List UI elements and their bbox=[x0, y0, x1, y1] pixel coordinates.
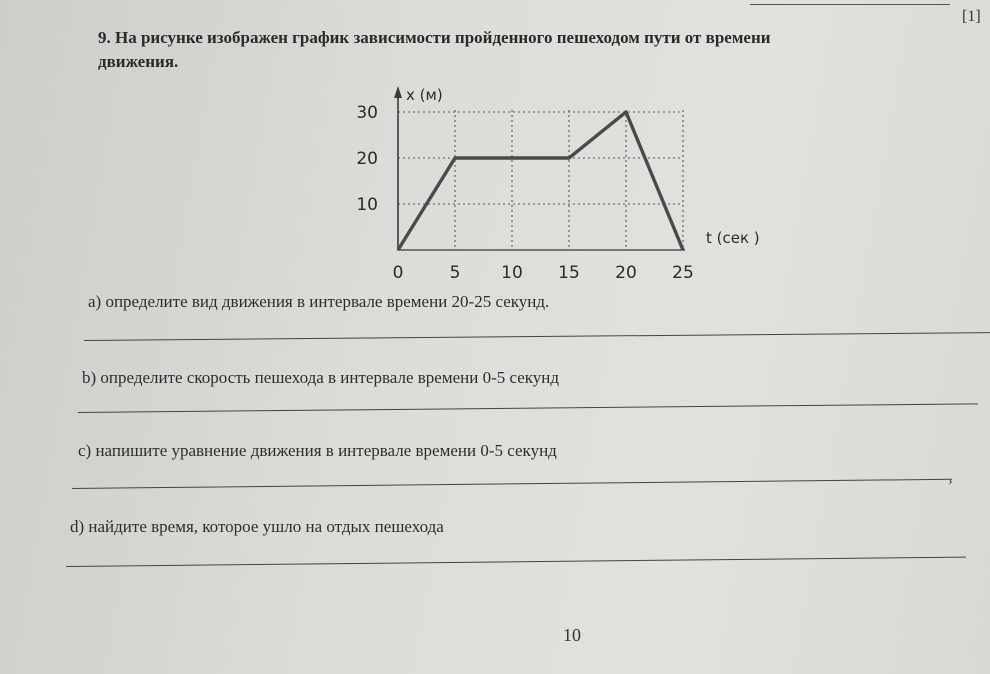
question-number: 9. bbox=[98, 28, 111, 47]
data-point bbox=[397, 249, 399, 251]
data-point bbox=[625, 111, 627, 113]
data-point bbox=[511, 157, 513, 159]
y-axis-label: x (м) bbox=[406, 86, 443, 104]
page-number: 10 bbox=[563, 625, 581, 645]
x-tick-label: 15 bbox=[558, 263, 580, 283]
chart-tick-labels bbox=[356, 103, 693, 283]
score-mark: [1] bbox=[962, 8, 981, 25]
answer-line-b[interactable] bbox=[78, 403, 978, 413]
distance-time-chart bbox=[330, 78, 800, 293]
question-text bbox=[98, 26, 990, 74]
question-line-2: движения. bbox=[98, 52, 179, 71]
data-point bbox=[454, 157, 456, 159]
x-tick-label: 5 bbox=[449, 263, 461, 283]
answer-line-a[interactable] bbox=[84, 332, 990, 341]
answer-line-c[interactable] bbox=[72, 479, 952, 489]
task-b: b) определите скорость пешехода в интервале времени 0-5 секунд bbox=[82, 368, 560, 387]
chart-svg bbox=[330, 78, 800, 288]
question-line-1: На рисунке изображен график зависимости пройденного пешеходом пути от времени bbox=[115, 28, 771, 47]
y-tick-label: 20 bbox=[356, 149, 378, 169]
y-tick-label: 10 bbox=[356, 195, 378, 215]
x-axis-label: t (сек ) bbox=[706, 229, 760, 247]
y-axis-arrow bbox=[394, 86, 402, 98]
x-tick-label: 10 bbox=[501, 263, 523, 283]
x-tick-label: 25 bbox=[672, 263, 694, 283]
data-point bbox=[568, 157, 570, 159]
x-tick-label: 20 bbox=[615, 263, 637, 283]
y-tick-label: 30 bbox=[356, 103, 378, 123]
task-c: с) напишите уравнение движения в интервале времени 0-5 секунд bbox=[78, 441, 557, 460]
task-a: а) определите вид движения в интервале времени 20-25 секунд. bbox=[88, 292, 550, 311]
x-tick-label: 0 bbox=[392, 263, 404, 283]
answer-line-d[interactable] bbox=[66, 557, 966, 567]
pen-mark: › bbox=[948, 474, 953, 489]
chart-axes bbox=[394, 86, 685, 250]
series-line bbox=[398, 112, 683, 250]
task-d: d) найдите время, которое ушло на отдых пешехода bbox=[70, 517, 444, 536]
chart-series bbox=[397, 111, 684, 251]
data-point bbox=[682, 249, 684, 251]
top-divider bbox=[750, 4, 950, 5]
